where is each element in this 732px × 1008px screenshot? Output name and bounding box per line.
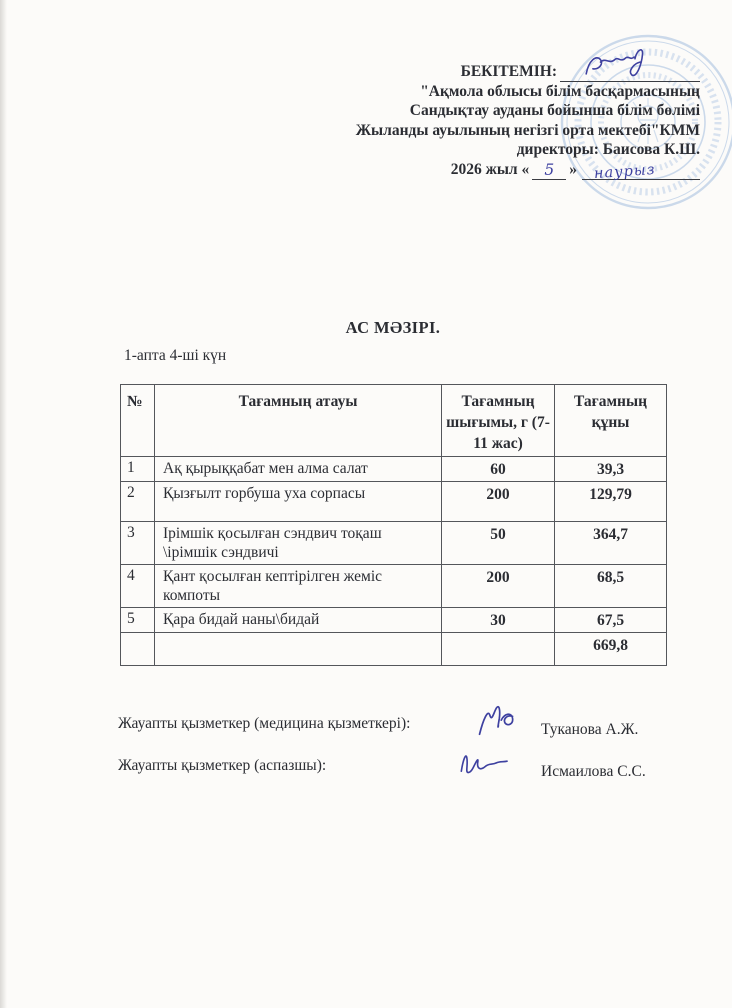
approval-org-line: "Ақмола облысы білім басқармасының	[420, 82, 700, 100]
handwritten-month-line	[582, 161, 700, 183]
handwritten-month: наурыз	[593, 161, 657, 183]
table-row	[121, 608, 667, 633]
dish-name: Қант қосылған кептірілген жеміс компоты	[155, 565, 442, 608]
approval-org-line: Сандықтау ауданы бойынша білім бөлімі	[409, 102, 700, 120]
responsible-medic-label: Жауапты қызметкер (медицина қызметкері):	[118, 715, 411, 732]
dish-name: Ақ қырыққабат мен алма салат	[155, 457, 442, 482]
director-signature-line	[560, 64, 700, 81]
row-number: 2	[121, 482, 155, 522]
table-total-row	[121, 633, 667, 666]
approval-org-line: Жыланды ауылының негізгі орта мектебі"КММ	[355, 121, 700, 139]
dish-name: Ірімшік қосылған сэндвич тоқаш \ірімшік сэндвичі	[155, 522, 442, 565]
approval-date-close-quote: »	[569, 160, 577, 178]
dish-cost: 129,79	[555, 482, 667, 522]
empty-cell	[442, 633, 555, 666]
table-row	[121, 522, 667, 565]
approval-label: БЕКІТЕМІН:	[460, 63, 557, 80]
approval-block	[230, 62, 700, 183]
approval-date-line	[230, 160, 700, 183]
medic-signature-ink-icon	[472, 700, 538, 744]
dish-name: Қара бидай наны\бидай	[155, 608, 442, 633]
table-row	[121, 457, 667, 482]
handwritten-day: 5	[544, 160, 555, 179]
medic-name: Туканова А.Ж.	[541, 721, 639, 738]
dish-cost: 68,5	[555, 565, 667, 608]
dish-portion: 30	[442, 608, 555, 633]
week-day-subtitle: 1-апта 4-ші күн	[124, 347, 227, 364]
table-row	[121, 482, 667, 522]
approval-org-line: директоры: Баисова К.Ш.	[516, 141, 700, 159]
table-row	[121, 565, 667, 608]
dish-name: Қызғылт горбуша уха сорпасы	[155, 482, 442, 522]
row-number: 1	[121, 457, 155, 482]
dish-cost: 364,7	[555, 522, 667, 565]
dish-portion: 200	[442, 482, 555, 522]
menu-table	[120, 384, 667, 666]
dish-cost: 67,5	[555, 608, 667, 633]
cook-signature-ink-icon	[454, 746, 518, 780]
scan-edge-shadow	[0, 0, 7, 1008]
total-cost: 669,8	[555, 633, 667, 666]
approval-date-prefix: 2026 жыл «	[450, 160, 530, 178]
row-number: 3	[121, 522, 155, 565]
dish-portion: 200	[442, 565, 555, 608]
header-dish-name: Тағамның атауы	[155, 385, 442, 457]
header-cost: Тағамның құны	[555, 385, 667, 457]
cook-name: Исмаилова С.С.	[541, 763, 646, 780]
responsible-cook-label: Жауапты қызметкер (аспазшы):	[118, 757, 327, 774]
director-signature-ink-icon	[574, 47, 674, 89]
empty-cell	[155, 633, 442, 666]
row-number: 5	[121, 608, 155, 633]
dish-portion: 50	[442, 522, 555, 565]
row-number: 4	[121, 565, 155, 608]
header-number: №	[121, 385, 155, 457]
empty-cell	[121, 633, 155, 666]
dish-cost: 39,3	[555, 457, 667, 482]
handwritten-day-line	[532, 160, 566, 180]
table-header-row	[121, 385, 667, 457]
header-portion: Тағамның шығымы, г (7-11 жас)	[442, 385, 555, 457]
dish-portion: 60	[442, 457, 555, 482]
document-title: АС МӘЗІРІ.	[345, 318, 441, 337]
